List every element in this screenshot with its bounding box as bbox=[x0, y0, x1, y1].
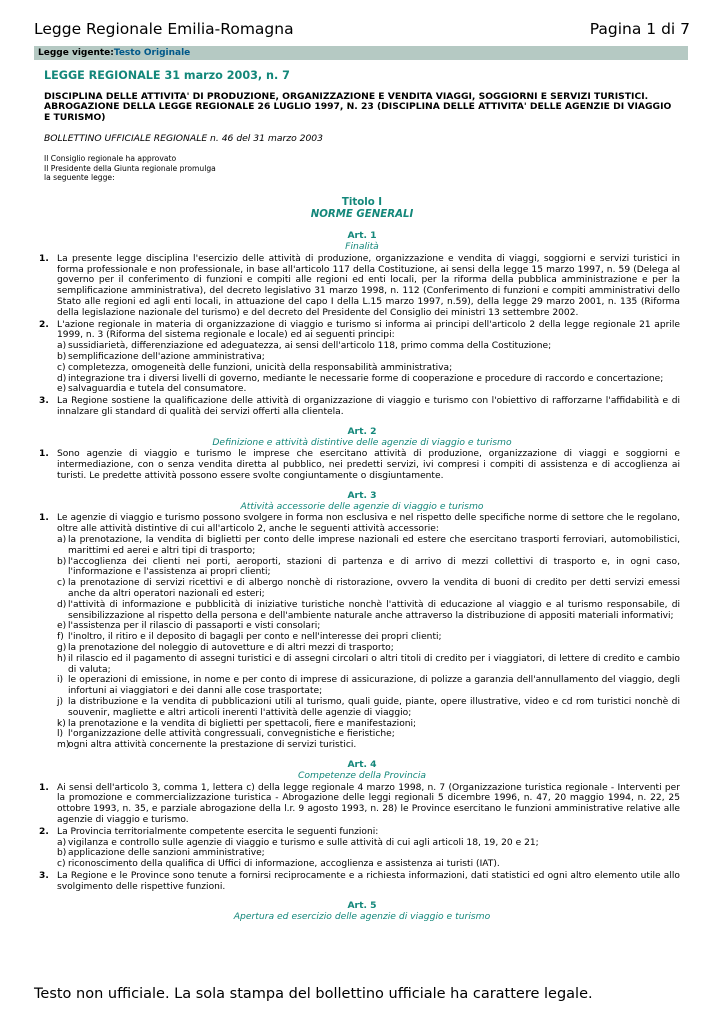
list-item-text: l'accoglienza dei clienti nei porti, aeroporti, stazioni di partenza e di arrivo di mezzi collettivi di trasporto e, in ogni caso, l'informazione e l'assistenza ai propri clienti; bbox=[68, 556, 680, 578]
list-item-letter: a) bbox=[57, 341, 67, 352]
title-subheading: NORME GENERALI bbox=[310, 209, 414, 221]
list-item bbox=[57, 621, 680, 632]
paragraph-text: La Regione sostiene la qualificazione delle attività di organizzazione di viaggio e turismo con l'obiettivo di rafforzarne l'affidabilità e di innalzare gli standard di qualità dei servizi offerti alla clientela. bbox=[57, 396, 680, 418]
paragraph bbox=[39, 782, 680, 826]
paragraph-text: Le agenzie di viaggio e turismo possono svolgere in forma non esclusiva e nel rispetto delle specifiche norme di settore che le regolano, oltre alle attività distintive di cui all'articolo 2, anche le seguenti attività accessorie: bbox=[57, 513, 680, 535]
list-item bbox=[57, 363, 680, 374]
list-item bbox=[57, 697, 680, 719]
list-item-letter: m) bbox=[57, 740, 70, 751]
paragraph bbox=[39, 396, 680, 418]
list-item-text: l'inoltro, il ritiro e il deposito di bagagli per conto e nell'interesse dei propri clienti; bbox=[68, 632, 442, 643]
list-item bbox=[57, 848, 680, 859]
original-text-link[interactable]: Testo Originale bbox=[113, 48, 191, 58]
paragraph-number: 3. bbox=[39, 870, 49, 881]
list-item-text: salvaguardia e tutela del consumatore. bbox=[68, 384, 247, 395]
law-subject: DISCIPLINA DELLE ATTIVITA' DI PRODUZIONE, ORGANIZZAZIONE E VENDITA VIAGGI, SOGGIORNI E SERVIZI TURISTICI. ABROGAZIONE DELLA LEGGE REGIONALE 26 LUGLIO 1997, N. 23 (DISCIPLINA DELLE ATTIVITA' DELLE AGENZIE DI VIAGGIO E TURISMO) bbox=[44, 90, 672, 123]
paragraph-number: 2. bbox=[39, 826, 49, 837]
list-item-text: sussidiarietà, differenziazione ed adeguatezza, ai sensi dell'articolo 118, primo comma della Costituzione; bbox=[68, 341, 552, 352]
list-item bbox=[57, 632, 680, 643]
version-label: Legge vigente: bbox=[38, 48, 114, 58]
list-item-text: l'organizzazione delle attività congressuali, convegnistiche e fieristiche; bbox=[68, 729, 395, 740]
list-item-letter: h) bbox=[57, 653, 67, 664]
list-item-letter: b) bbox=[57, 848, 67, 859]
list-item-letter: b) bbox=[57, 352, 67, 363]
page-number: Pagina 1 di 7 bbox=[589, 20, 690, 38]
list-item-text: semplificazione dell'azione amministrativa; bbox=[68, 352, 265, 363]
list-item bbox=[57, 341, 680, 352]
paragraph-number: 2. bbox=[39, 319, 49, 330]
list-item-text: riconoscimento della qualifica di Uffici di informazione, accoglienza e assistenza ai turisti (IAT). bbox=[68, 859, 500, 870]
list-item-letter: c) bbox=[57, 859, 66, 870]
paragraph-text: La presente legge disciplina l'esercizio delle attività di produzione, organizzazione e vendita di viaggi, soggiorni e servizi turistici in forma professionale e non professionale, in base all'articolo 117 della Costituzione, ai sensi della legge 15 marzo 1997, n. 59 (Delega al governo per il conferimento di funzioni e compiti alle regioni ed enti locali, per la riforma della pubblica amministrazione e per la semplificazione amministrativa), del decreto legislativo 31 marzo 1998, n. 112 (Conferimento di funzioni e compiti amministrativi dello Stato alle regioni ed agli enti locali, in attuazione del capo I della L.15 marzo 1997, n.59), della legge 29 marzo 2001, n. 135 (Riforma della legislazione nazionale del turismo) e del decreto del Presidente del Consiglio dei ministri 13 settembre 2002. bbox=[57, 253, 680, 318]
list-item-text: applicazione delle sanzioni amministrative; bbox=[68, 848, 265, 859]
list-item-text: la prenotazione, la vendita di biglietti per conto delle imprese nazionali ed estere che esercitano trasporti ferroviari, automobilistici, marittimi ed aerei e altri tipi di trasporto; bbox=[68, 534, 680, 556]
article-subtitle: Attività accessorie delle agenzie di viaggio e turismo bbox=[240, 500, 484, 512]
article-heading: Art. 3 bbox=[347, 489, 377, 501]
list-item-letter: f) bbox=[57, 632, 64, 643]
law-title: LEGGE REGIONALE 31 marzo 2003, n. 7 bbox=[44, 69, 290, 82]
bulletin-reference: BOLLETTINO UFFICIALE REGIONALE n. 46 del 31 marzo 2003 bbox=[44, 132, 323, 144]
paragraph bbox=[39, 449, 680, 481]
list-item bbox=[57, 374, 680, 385]
list-item bbox=[57, 654, 680, 676]
paragraph-text: L'azione regionale in materia di organizzazione di viaggio e turismo si informa ai principi dell'articolo 2 della legge regionale 21 aprile 1999, n. 3 (Riforma del sistema regionale e locale) ed ai seguenti principi: bbox=[57, 319, 680, 341]
title-heading: Titolo I bbox=[341, 197, 383, 209]
list-item-text: la prenotazione di servizi ricettivi e di albergo nonchè di ristorazione, ovvero la vendita di buoni di credito per detti servizi emessi anche da altri operatori nazionali ed esteri; bbox=[68, 578, 680, 599]
list-item bbox=[57, 729, 680, 740]
article-subtitle: Apertura ed esercizio delle agenzie di viaggio e turismo bbox=[233, 911, 491, 923]
list-item-letter: g) bbox=[57, 642, 67, 653]
promulgation-line: Il Presidente della Giunta regionale promulga bbox=[44, 163, 216, 173]
paragraph bbox=[39, 870, 680, 893]
list-item-text: l'attività di informazione e pubblicità di iniziative turistiche nonchè l'attività di educazione al viaggio e al turismo responsabile, di sensibilizzazione al rispetto della persona e dell'ambiente naturale anche attraverso la distribuzione di appositi materiali informativi; bbox=[68, 599, 680, 621]
list-item-letter: b) bbox=[57, 556, 67, 567]
list-item-text: integrazione tra i diversi livelli di governo, mediante le necessarie forme di cooperazione e procedure di raccordo e concertazione; bbox=[68, 373, 664, 384]
paragraph-text: La Regione e le Province sono tenute a fornirsi reciprocamente e a richiesta informazioni, dati statistici ed ogni altro elemento utile allo svolgimento delle rispettive funzioni. bbox=[57, 870, 680, 892]
version-bar bbox=[34, 46, 688, 60]
list-item-letter: e) bbox=[57, 621, 67, 632]
list-item-text: la distribuzione e la vendita di pubblicazioni utili al turismo, quali guide, piante, opere illustrative, video e cd rom turistici nonchè di souvenir, magliette e altri articoli inerenti l'attività delle agenzie di viaggio; bbox=[68, 696, 680, 718]
paragraph-text: La Provincia territorialmente competente esercita le seguenti funzioni: bbox=[57, 826, 379, 837]
promulgation-line: la seguente legge: bbox=[44, 172, 115, 182]
list-item-letter: c) bbox=[57, 362, 66, 373]
article-heading: Art. 1 bbox=[347, 230, 377, 242]
list-item bbox=[57, 600, 680, 622]
list-item bbox=[57, 719, 680, 730]
paragraph-text: Sono agenzie di viaggio e turismo le imprese che esercitano attività di produzione, organizzazione di viaggi e soggiorni e intermediazione, con o senza vendita diretta al pubblico, nei predetti servizi, ivi compresi i compiti di assistenza e di accoglienza ai turisti. Le predette attività possono essere svolte congiuntamente o disgiuntamente. bbox=[57, 449, 680, 481]
paragraph-number: 1. bbox=[39, 449, 49, 460]
paragraph bbox=[39, 513, 680, 751]
article-subtitle: Finalità bbox=[345, 241, 379, 253]
list-item-letter: d) bbox=[57, 373, 67, 384]
list-item bbox=[57, 352, 680, 363]
list-item-text: il rilascio ed il pagamento di assegni turistici e di assegni circolari o altri titoli di credito per i viaggiatori, di lettere di credito e cambio di valuta; bbox=[68, 653, 680, 675]
list-item bbox=[57, 859, 680, 870]
list-item-text: completezza, omogeneità delle funzioni, unicità della responsabilità amministrativa; bbox=[68, 362, 453, 373]
article-subtitle: Competenze della Provincia bbox=[297, 769, 427, 781]
paragraph bbox=[39, 253, 680, 319]
article-subtitle: Definizione e attività distintive delle agenzie di viaggio e turismo bbox=[212, 436, 512, 448]
document-body bbox=[39, 69, 680, 923]
list-item-letter: a) bbox=[57, 837, 67, 848]
list-item-letter: c) bbox=[57, 578, 66, 589]
list-item-text: la prenotazione e la vendita di biglietti per spettacoli, fiere e manifestazioni; bbox=[68, 718, 417, 729]
header-title: Legge Regionale Emilia-Romagna bbox=[34, 20, 294, 38]
list-item bbox=[57, 675, 680, 697]
list-item bbox=[57, 643, 680, 654]
list-item bbox=[57, 557, 680, 579]
paragraph-text: Ai sensi dell'articolo 3, comma 1, lettera c) della legge regionale 4 marzo 1998, n. 7 (Organizzazione turistica regionale - Interventi per la promozione e commercializzazione turistica - Abrogazione delle leggi regionali 5 dicembre 1996, n. 47, 20 maggio 1994, n. 22, 25 ottobre 1993, n. 35, e parziale abrogazione della l.r. 9 agosto 1993, n. 28) le Province esercitano le funzioni amministrative relative alle agenzie di viaggio e turismo. bbox=[57, 782, 680, 825]
list-item-letter: l) bbox=[57, 729, 64, 740]
paragraph-number: 1. bbox=[39, 513, 49, 524]
list-item-letter: i) bbox=[57, 675, 64, 686]
paragraph bbox=[39, 319, 680, 396]
list-item bbox=[57, 384, 680, 395]
article-heading: Art. 5 bbox=[347, 900, 377, 912]
list-item-text: ogni altra attività concernente la prestazione di servizi turistici. bbox=[68, 740, 357, 751]
list-item-text: l'assistenza per il rilascio di passaporti e visti consolari; bbox=[68, 621, 321, 632]
paragraph bbox=[39, 826, 680, 870]
list-item-text: le operazioni di emissione, in nome e per conto di imprese di assicurazione, di polizze a garanzia dell'annullamento del viaggio, degli infortuni ai viaggiatori e dei danni alle cose trasportate; bbox=[68, 675, 680, 697]
paragraph-number: 1. bbox=[39, 782, 49, 793]
list-item bbox=[57, 740, 680, 751]
articles-container bbox=[39, 230, 680, 923]
list-item-letter: e) bbox=[57, 384, 67, 395]
list-item bbox=[57, 578, 680, 600]
article-heading: Art. 2 bbox=[347, 425, 377, 437]
page-header bbox=[34, 0, 690, 40]
paragraph-number: 1. bbox=[39, 253, 49, 264]
list-item-letter: j) bbox=[57, 696, 64, 707]
article-heading: Art. 4 bbox=[347, 758, 377, 770]
promulgation-formula bbox=[44, 154, 680, 182]
disclaimer-footer: Testo non ufficiale. La sola stampa del bollettino ufficiale ha carattere legale. bbox=[34, 986, 593, 1002]
paragraph-number: 3. bbox=[39, 396, 49, 407]
list-item-text: la prenotazione del noleggio di autovetture e di altri mezzi di trasporto; bbox=[68, 642, 394, 653]
list-item bbox=[57, 535, 680, 557]
list-item-letter: a) bbox=[57, 534, 67, 545]
promulgation-line: Il Consiglio regionale ha approvato bbox=[44, 154, 177, 164]
list-item-letter: d) bbox=[57, 599, 67, 610]
list-item bbox=[57, 838, 680, 849]
list-item-text: vigilanza e controllo sulle agenzie di viaggio e turismo e sulle attività di cui agli articoli 18, 19, 20 e 21; bbox=[68, 837, 539, 848]
list-item-letter: k) bbox=[57, 718, 66, 729]
